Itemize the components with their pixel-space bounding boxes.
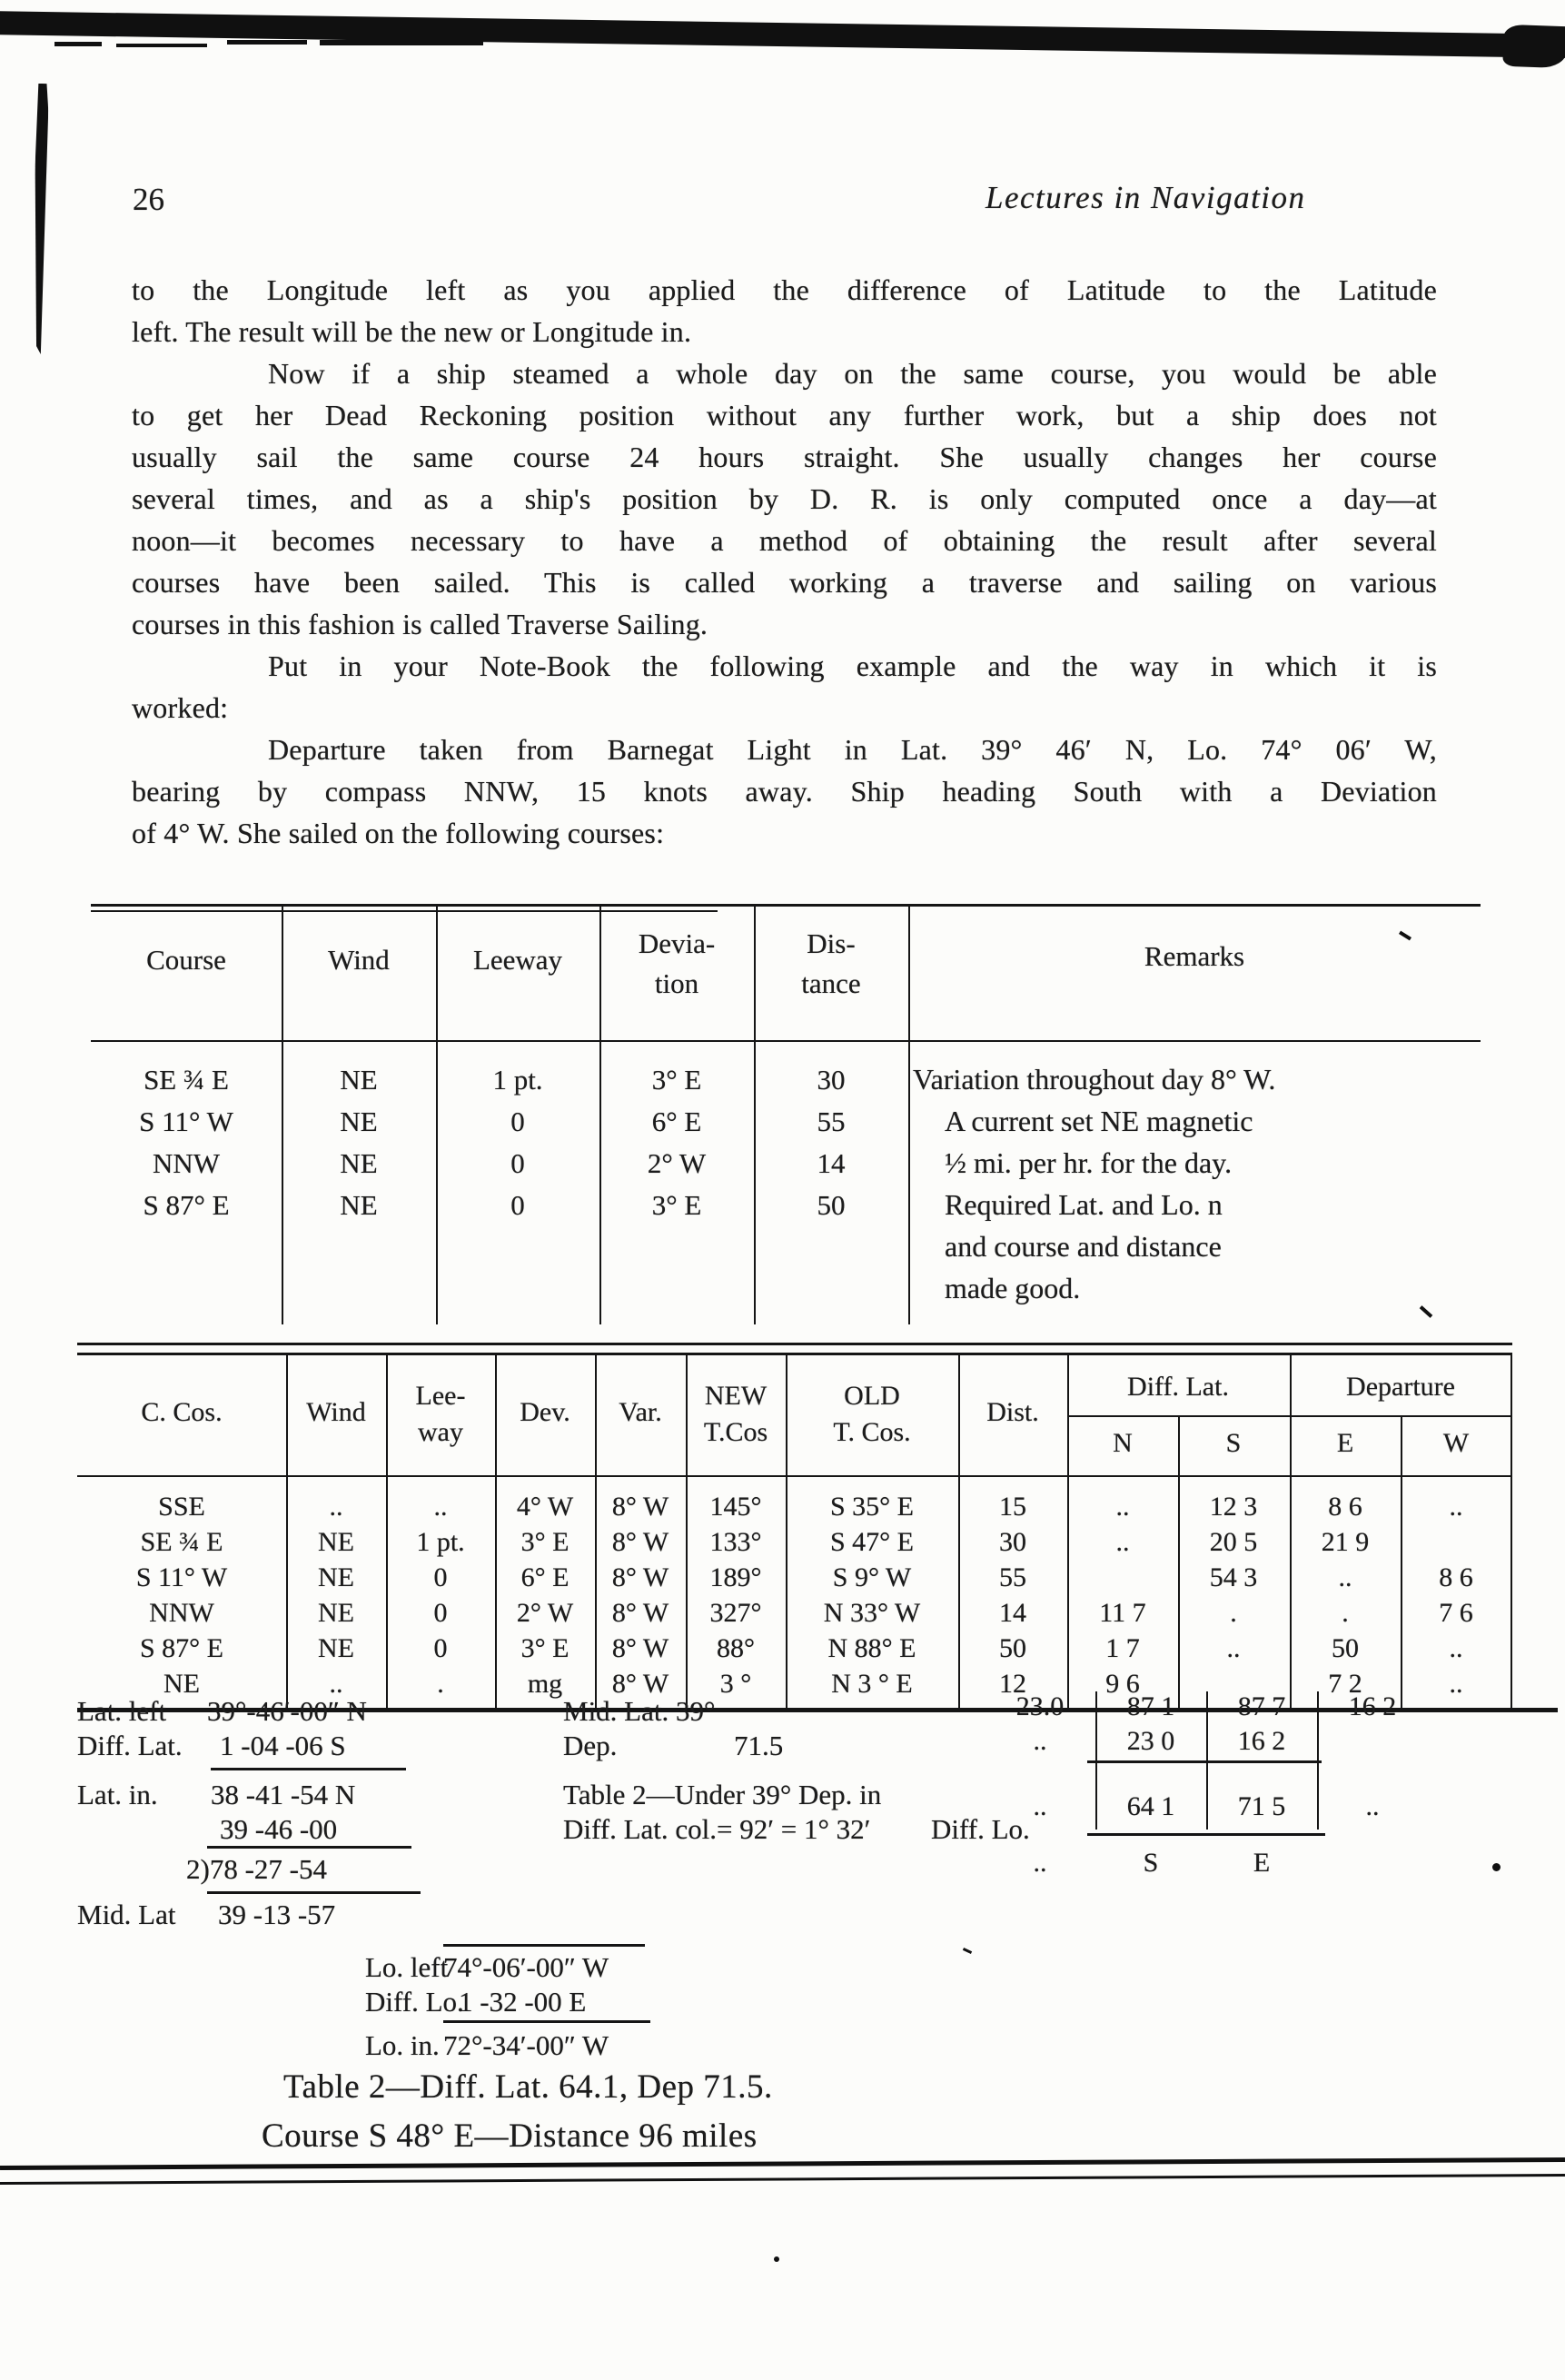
paragraph-line: noon—it becomes necessary to have a method of obtaining the result after several — [132, 524, 1437, 557]
paragraph-line: to the Longitude left as you applied the difference of Latitude to the Latitude — [132, 273, 1437, 306]
table2-cell: 54 3 — [1209, 1562, 1258, 1592]
paragraph-line: of 4° W. She sailed on the following courses: — [132, 817, 665, 849]
table1-header-leeway: Leeway — [472, 944, 563, 976]
table2-cell: 327° — [709, 1598, 762, 1628]
paragraph-line: Put in your Note-Book the following example and the way in which it is — [268, 650, 1437, 682]
table2-cell: S 47° E — [829, 1527, 914, 1557]
table2-cell: 8° W — [611, 1633, 669, 1663]
totals-cell: .. — [1365, 1791, 1380, 1821]
table1-cell: 1 pt. — [492, 1064, 543, 1096]
table2-cell: NE — [318, 1562, 354, 1592]
table2-cell: 3° E — [520, 1527, 570, 1557]
paragraph-line: courses in this fashion is called Traverse Sailing. — [132, 608, 708, 640]
paragraph-line: courses have been sailed. This is called working a traverse and sailing on various — [132, 566, 1437, 599]
table2-cell: 8 6 — [1328, 1492, 1362, 1522]
scan-artifact-tick — [963, 1948, 972, 1954]
table2-cell: .. — [1449, 1633, 1463, 1663]
scan-artifact-dash — [320, 40, 483, 45]
table2-cell: 3 ° — [719, 1669, 752, 1699]
table2-cell: 0 — [433, 1598, 448, 1628]
table2-cell: N 88° E — [827, 1633, 916, 1663]
bottom-rule-upper — [0, 2157, 1565, 2170]
table2-cell: 8° W — [611, 1527, 669, 1557]
bottom-rule-lower — [0, 2174, 1565, 2185]
calc-lat-left-label: Lat. left — [77, 1695, 167, 1727]
totals-cell: 71 5 — [1237, 1791, 1286, 1821]
table2-cell: 3° E — [520, 1633, 570, 1663]
scan-artifact-dash — [54, 42, 102, 46]
paragraph-line: several times, and as a ship's position by D. R. is only computed once a day—at — [132, 482, 1437, 515]
table2-header-leeway-2: way — [418, 1417, 463, 1447]
paragraph-line: left. The result will be the new or Longitude in. — [132, 315, 692, 348]
table2-cell: .. — [433, 1492, 448, 1522]
table1-cell: NNW — [152, 1147, 221, 1179]
paragraph-line: to get her Dead Reckoning position without any further work, but a ship does not — [132, 399, 1437, 431]
table2-cell: 20 5 — [1209, 1527, 1258, 1557]
table2-hline — [77, 1475, 1512, 1477]
table1-cell: 6° E — [651, 1106, 702, 1137]
lo-in-value: 72°-34′-00″ W — [443, 2029, 609, 2061]
body-text — [132, 269, 1437, 854]
table2-cell: 2° W — [516, 1598, 574, 1628]
table2-cell: .. — [1115, 1527, 1130, 1557]
table2-cell: S 87° E — [139, 1633, 223, 1663]
calc-diff-lat-value: 1 -04 -06 S — [220, 1730, 346, 1761]
table2-cell: N 33° W — [823, 1598, 921, 1628]
table2-cell: 8° W — [611, 1562, 669, 1592]
calc-lat-left-repeat: 39 -46 -00 — [220, 1813, 338, 1845]
calc-diff-lo-label: Diff. Lo. — [931, 1813, 1030, 1845]
table2-cell: NE — [318, 1598, 354, 1628]
paragraph-line: bearing by compass NNW, 15 knots away. Ship heading South with a Deviation — [132, 775, 1437, 808]
table2-cell: 12 — [999, 1669, 1026, 1699]
table1-remarks-line: and course and distance — [945, 1230, 1222, 1263]
courses-table — [91, 904, 1490, 1326]
table2-header-old-true-course-2: T. Cos. — [833, 1417, 911, 1447]
table2-cell: mg — [527, 1669, 563, 1699]
table2-cell: NE — [318, 1527, 354, 1557]
totals-cell: S — [1143, 1848, 1159, 1878]
calc-rule — [207, 1891, 421, 1894]
table2-header-south: S — [1225, 1428, 1242, 1458]
table2-cell: 133° — [709, 1527, 762, 1557]
scan-artifact-dash — [116, 44, 207, 47]
table2-cell: S 11° W — [135, 1562, 228, 1592]
table2-cell: 14 — [999, 1598, 1026, 1628]
calc-lat-in-value: 38 -41 -54 N — [211, 1779, 356, 1810]
table2-cell: 8 6 — [1439, 1562, 1473, 1592]
paragraph-line: usually sail the same course 24 hours straight. She usually changes her course — [132, 441, 1437, 473]
table2-cell: N 3 ° E — [831, 1669, 913, 1699]
table2-cell: 0 — [433, 1562, 448, 1592]
page-number: 26 — [133, 182, 164, 217]
table1-cell: 14 — [817, 1147, 846, 1179]
table1-cell: 3° E — [651, 1189, 702, 1221]
lo-left-value: 74°-06′-00″ W — [443, 1951, 609, 1983]
table1-cell: 30 — [817, 1064, 846, 1096]
table1-remarks-line: Variation throughout day 8° W. — [913, 1063, 1276, 1096]
table2-cell: 6° E — [520, 1562, 570, 1592]
table2-header-variation: Var. — [619, 1397, 662, 1427]
table1-hline — [91, 904, 1481, 907]
table2-cell: . — [1342, 1598, 1349, 1628]
table1-cell: S 11° W — [139, 1106, 233, 1137]
table2-cell: 7 6 — [1439, 1598, 1473, 1628]
totals-cell: 16 2 — [1237, 1726, 1286, 1756]
table2-cell: 11 7 — [1099, 1598, 1146, 1628]
table2-header-compass-course: C. Cos. — [141, 1397, 223, 1427]
calc-table2-under-note: Table 2—Under 39° Dep. in — [563, 1779, 882, 1810]
paragraph-line: Now if a ship steamed a whole day on the same course, you would be able — [268, 357, 1437, 390]
table1-header-distance-2: tance — [801, 967, 861, 999]
table1-cell: 0 — [510, 1106, 525, 1137]
table2-cell: 8° W — [611, 1669, 669, 1699]
table2-cell: .. — [329, 1492, 343, 1522]
totals-cell: .. — [1033, 1791, 1047, 1821]
calc-rule — [207, 1846, 411, 1849]
table1-cell: 50 — [817, 1189, 846, 1221]
scan-artifact-dash — [227, 40, 307, 45]
table1-cell: 0 — [510, 1189, 525, 1221]
scan-artifact-corner-blob — [1502, 25, 1565, 68]
table2-header-diff-lat: Diff. Lat. — [1127, 1372, 1229, 1402]
totals-cell: 23 0 — [1126, 1726, 1175, 1756]
table2-cell: 1 7 — [1105, 1633, 1140, 1663]
table2-cell: S 35° E — [829, 1492, 914, 1522]
table1-remarks-block — [913, 1058, 1485, 1309]
totals-cell: 87 1 — [1126, 1691, 1175, 1721]
table2-cell: NNW — [149, 1598, 214, 1628]
table1-cell: 0 — [510, 1147, 525, 1179]
table2-cell: 9 6 — [1105, 1669, 1140, 1699]
table2-header-old-true-course-1: OLD — [844, 1381, 900, 1411]
table2-cell: SE ¾ E — [140, 1527, 223, 1557]
totals-cell: E — [1253, 1848, 1271, 1878]
lo-left-label: Lo. left — [365, 1951, 449, 1983]
lo-rule — [443, 2020, 650, 2023]
traverse-table — [77, 1343, 1565, 1717]
table2-cell: 8° W — [611, 1492, 669, 1522]
table1-header-course: Course — [146, 944, 226, 976]
table2-cell: S 9° W — [832, 1562, 912, 1592]
table2-cell: 30 — [999, 1527, 1026, 1557]
table2-cell: 0 — [433, 1633, 448, 1663]
table2-header-north: N — [1113, 1428, 1133, 1458]
table2-hline — [77, 1343, 1512, 1345]
table2-cell: .. — [1338, 1562, 1352, 1592]
table2-cell: 7 2 — [1328, 1669, 1362, 1699]
totals-cell: 23.0 — [1015, 1691, 1065, 1721]
table1-cell: 55 — [817, 1106, 846, 1137]
table2-cell: NE — [318, 1633, 354, 1663]
table1-cell: NE — [340, 1064, 378, 1096]
totals-cell: 64 1 — [1126, 1791, 1175, 1821]
table2-cell: 55 — [999, 1562, 1026, 1592]
calc-mid-lat-inline: Mid. Lat. 39° — [563, 1695, 716, 1727]
calc-diff-lat-col-note: Diff. Lat. col.= 92′ = 1° 32′ — [563, 1813, 871, 1845]
table1-header-deviation-1: Devia- — [638, 927, 716, 959]
calc-lat-in-label: Lat. in. — [77, 1779, 158, 1810]
totals-cell: .. — [1033, 1848, 1047, 1878]
table1-cell: SE ¾ E — [144, 1064, 229, 1096]
totals-rule — [1087, 1833, 1325, 1836]
table2-cell: 50 — [999, 1633, 1026, 1663]
table2-cell: 145° — [709, 1492, 762, 1522]
paragraph-line: Departure taken from Barnegat Light in Lat. 39° 46′ N, Lo. 74° 06′ W, — [268, 733, 1437, 766]
table2-cell: SSE — [158, 1492, 205, 1522]
table2-header-new-true-course-1: NEW — [704, 1381, 768, 1411]
totals-rule — [1087, 1760, 1322, 1763]
lo-in-label: Lo. in. — [365, 2029, 440, 2061]
table1-cell: S 87° E — [143, 1189, 230, 1221]
table1-remarks-line: made good. — [945, 1272, 1081, 1304]
table2-cell: . — [1230, 1598, 1237, 1628]
table2-cell: 88° — [717, 1633, 755, 1663]
table2-header-deviation: Dev. — [520, 1397, 570, 1427]
table1-cell: NE — [340, 1147, 378, 1179]
calc-mid-lat-label: Mid. Lat — [77, 1899, 176, 1930]
table1-header-remarks: Remarks — [1144, 940, 1245, 972]
calc-rule — [211, 1768, 406, 1770]
table2-cell: 189° — [709, 1562, 762, 1592]
table2-cell: .. — [1449, 1669, 1463, 1699]
table2-header-wind: Wind — [306, 1397, 366, 1427]
table2-cell: 4° W — [516, 1492, 574, 1522]
table1-header-deviation-2: tion — [654, 967, 699, 999]
table2-header-distance: Dist. — [986, 1397, 1039, 1427]
totals-cell: 87 7 — [1237, 1691, 1286, 1721]
table1-hline — [91, 1040, 1481, 1042]
totals-cell: 16 2 — [1348, 1691, 1397, 1721]
calc-lat-left-value: 39°-46′-00″ N — [207, 1695, 367, 1727]
table2-result-line: Table 2—Diff. Lat. 64.1, Dep 71.5. — [283, 2068, 773, 2106]
table1-cell: NE — [340, 1106, 378, 1137]
table2-cell: 50 — [1332, 1633, 1359, 1663]
running-title: Lectures in Navigation — [986, 180, 1306, 215]
scan-artifact-top-bar — [0, 11, 1565, 59]
table2-hline — [77, 1353, 1512, 1355]
calc-mid-lat-value: 39 -13 -57 — [218, 1899, 336, 1930]
table2-cell: 8° W — [611, 1598, 669, 1628]
paragraph-line: worked: — [132, 691, 229, 724]
lo-diff-value: 1 -32 -00 E — [459, 1986, 587, 2018]
table2-header-west: W — [1442, 1428, 1470, 1458]
table2-cell: .. — [1226, 1633, 1241, 1663]
table1-remarks-line: A current set NE magnetic — [945, 1105, 1253, 1137]
table2-cell: .. — [1449, 1492, 1463, 1522]
calc-dep-label: Dep. — [563, 1730, 618, 1761]
calc-diff-lat-label: Diff. Lat. — [77, 1730, 183, 1761]
table2-cell: 12 3 — [1209, 1492, 1258, 1522]
table1-cell: 2° W — [647, 1147, 707, 1179]
totals-grid — [986, 1691, 1440, 1887]
table1-remarks-line: ½ mi. per hr. for the day. — [945, 1146, 1233, 1179]
table1-header-wind: Wind — [328, 944, 390, 976]
totals-cell: .. — [1033, 1726, 1047, 1756]
table1-cell: 3° E — [651, 1064, 702, 1096]
table2-header-departure: Departure — [1346, 1372, 1455, 1402]
table1-remarks-line: Required Lat. and Lo. n — [945, 1188, 1223, 1221]
table2-cell: .. — [329, 1669, 343, 1699]
lo-overline — [443, 1944, 645, 1947]
table2-header-new-true-course-2: T.Cos — [703, 1417, 768, 1447]
table2-cell: 15 — [999, 1492, 1026, 1522]
table1-hline — [91, 910, 718, 912]
scan-artifact-dot — [774, 2256, 779, 2262]
calc-division-line: 2)78 -27 -54 — [186, 1853, 327, 1885]
table2-header-east: E — [1336, 1428, 1354, 1458]
calc-dep-value: 71.5 — [734, 1730, 784, 1761]
table2-cell: .. — [1115, 1492, 1130, 1522]
table2-header-leeway-1: Lee- — [415, 1381, 466, 1411]
table1-header-distance-1: Dis- — [807, 927, 856, 959]
course-result-line: Course S 48° E—Distance 96 miles — [262, 2117, 758, 2155]
table2-cell: . — [437, 1669, 444, 1699]
table1-cell: NE — [340, 1189, 378, 1221]
table2-cell: 21 9 — [1321, 1527, 1370, 1557]
table2-cell: 1 pt. — [416, 1527, 465, 1557]
scan-artifact-left-stroke — [33, 84, 48, 354]
lo-diff-label: Diff. Lo. — [365, 1986, 464, 2018]
table2-cell: NE — [163, 1669, 200, 1699]
scan-artifact-bullet — [1492, 1863, 1501, 1871]
